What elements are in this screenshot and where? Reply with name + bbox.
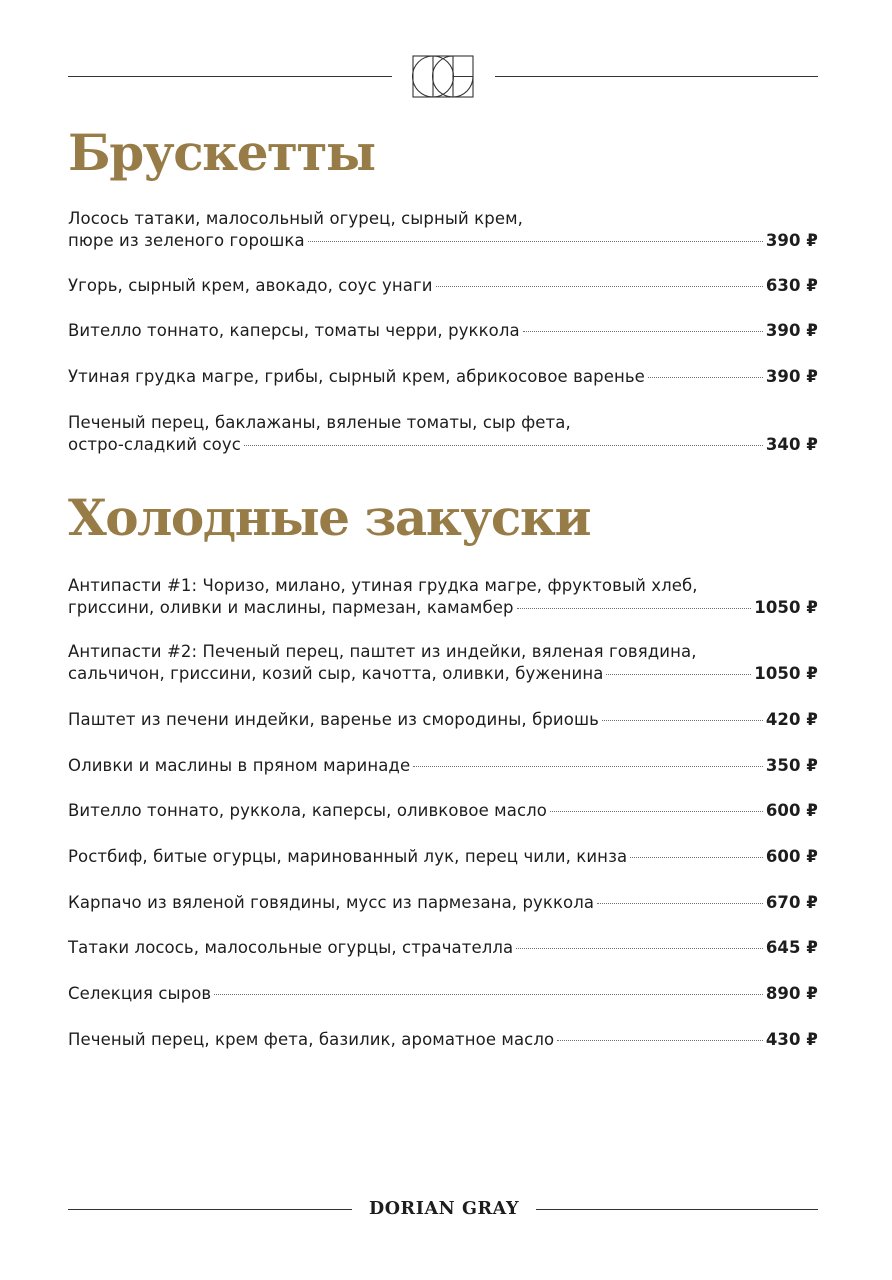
dg-monogram-icon	[412, 55, 476, 99]
menu-item	[68, 983, 818, 1005]
item-row	[68, 663, 818, 685]
item-row	[68, 892, 818, 914]
item-description: Вителло тоннато, руккола, каперсы, оливковое масло	[68, 801, 547, 820]
item-price: 670 ₽	[765, 893, 818, 912]
item-row	[68, 800, 818, 822]
header-rule-right	[495, 76, 818, 77]
footer-rule-right	[536, 1209, 818, 1210]
item-description: Татаки лосось, малосольные огурцы, страчателла	[68, 938, 514, 957]
header-rule-left	[68, 76, 392, 77]
item-description-line1: Печеный перец, баклажаны, вяленые томаты, сыр фета,	[68, 413, 571, 432]
item-description: Паштет из печени индейки, варенье из смородины, бриошь	[68, 710, 599, 729]
item-row	[68, 937, 818, 959]
dot-leader	[516, 948, 763, 949]
item-description: Селекция сыров	[68, 984, 212, 1003]
dot-leader	[308, 241, 763, 242]
menu-item	[68, 937, 818, 959]
dot-leader	[436, 286, 763, 287]
section-title-bruschetta: Брускетты	[68, 123, 375, 182]
item-description-line2: гриссини, оливки и маслины, пармезан, камамбер	[68, 598, 514, 617]
menu-item	[68, 412, 818, 456]
dot-leader	[597, 903, 763, 904]
item-description: Вителло тоннато, каперсы, томаты черри, руккола	[68, 321, 520, 340]
menu-item	[68, 892, 818, 914]
dot-leader	[214, 994, 763, 995]
item-price: 600 ₽	[765, 801, 818, 820]
item-price: 350 ₽	[765, 756, 818, 775]
item-row	[68, 366, 818, 388]
item-description-line2: пюре из зеленого горошка	[68, 231, 305, 250]
menu-item	[68, 275, 818, 297]
item-row	[68, 230, 818, 252]
item-price: 430 ₽	[765, 1030, 818, 1049]
menu-item	[68, 800, 818, 822]
item-price: 600 ₽	[765, 847, 818, 866]
dot-leader	[602, 720, 763, 721]
dot-leader	[648, 377, 763, 378]
menu-item	[68, 641, 818, 685]
item-description: Угорь, сырный крем, авокадо, соус унаги	[68, 276, 433, 295]
item-price: 390 ₽	[765, 231, 818, 250]
dot-leader	[550, 811, 763, 812]
item-row	[68, 434, 818, 456]
item-price: 1050 ₽	[754, 664, 818, 683]
item-description-line1: Лосось татаки, малосольный огурец, сырный крем,	[68, 209, 523, 228]
item-description-line1: Антипасти #2: Печеный перец, паштет из индейки, вяленая говядина,	[68, 642, 697, 661]
item-price: 390 ₽	[765, 367, 818, 386]
item-row	[68, 1029, 818, 1051]
section-title-cold-appetizers: Холодные закуски	[68, 488, 591, 547]
menu-item	[68, 755, 818, 777]
dot-leader	[606, 674, 751, 675]
menu-item	[68, 575, 818, 619]
menu-item	[68, 366, 818, 388]
item-description-line1: Антипасти #1: Чоризо, милано, утиная грудка магре, фруктовый хлеб,	[68, 576, 698, 595]
dot-leader	[557, 1040, 763, 1041]
item-description: Печеный перец, крем фета, базилик, ароматное масло	[68, 1030, 555, 1049]
item-row	[68, 846, 818, 868]
item-price: 630 ₽	[765, 276, 818, 295]
item-price: 420 ₽	[765, 710, 818, 729]
dot-leader	[523, 331, 763, 332]
item-row	[68, 755, 818, 777]
footer-rule-left	[68, 1209, 352, 1210]
item-row	[68, 275, 818, 297]
item-description: Утиная грудка магре, грибы, сырный крем, абрикосовое варенье	[68, 367, 645, 386]
brand-name: DORIAN GRAY	[368, 1199, 520, 1219]
item-description: Карпачо из вяленой говядины, мусс из пармезана, руккола	[68, 893, 595, 912]
item-row	[68, 709, 818, 731]
item-price: 890 ₽	[765, 984, 818, 1003]
menu-item	[68, 709, 818, 731]
dot-leader	[244, 445, 763, 446]
menu-item	[68, 846, 818, 868]
item-price: 390 ₽	[765, 321, 818, 340]
dot-leader	[413, 766, 763, 767]
item-price: 1050 ₽	[754, 598, 818, 617]
item-description-line2: остро-сладкий соус	[68, 435, 241, 454]
item-description-line2: сальчичон, гриссини, козий сыр, качотта, оливки, буженина	[68, 664, 604, 683]
item-description: Оливки и маслины в пряном маринаде	[68, 756, 411, 775]
menu-item	[68, 1029, 818, 1051]
dot-leader	[517, 608, 752, 609]
dot-leader	[630, 857, 763, 858]
item-row	[68, 983, 818, 1005]
item-row	[68, 597, 818, 619]
menu-item	[68, 320, 818, 342]
item-price: 645 ₽	[765, 938, 818, 957]
item-row	[68, 320, 818, 342]
item-price: 340 ₽	[765, 435, 818, 454]
item-description: Ростбиф, битые огурцы, маринованный лук, перец чили, кинза	[68, 847, 628, 866]
menu-item	[68, 208, 818, 252]
